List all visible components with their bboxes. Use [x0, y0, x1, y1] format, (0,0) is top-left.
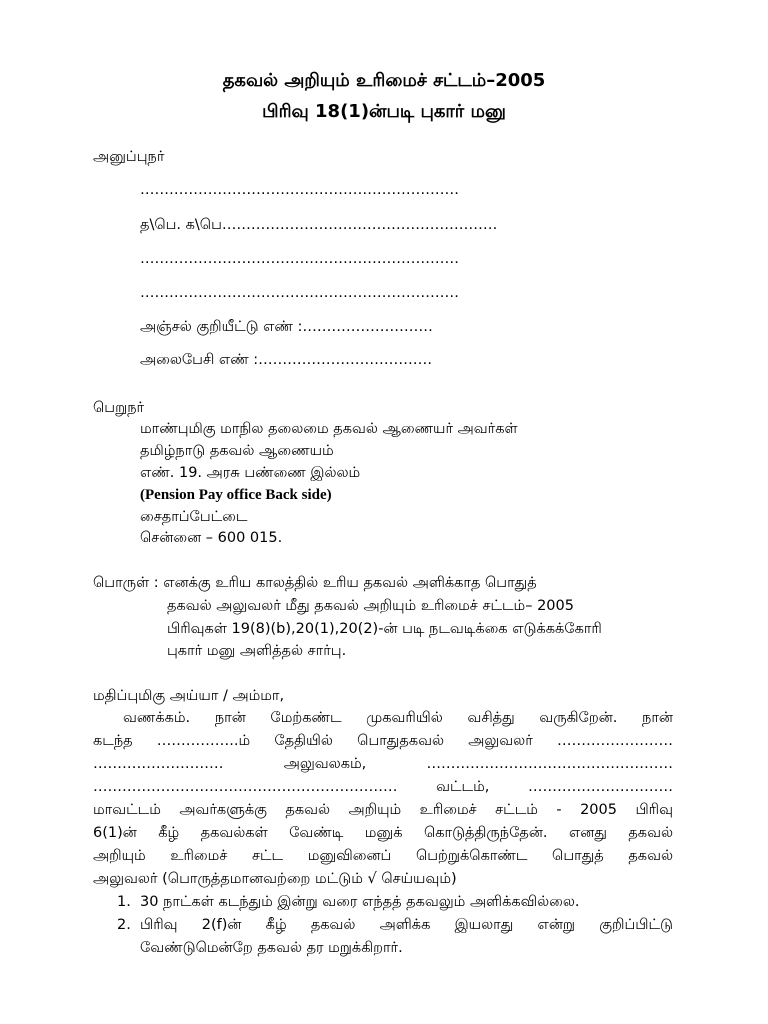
subject-line-1: பொருள் : எனக்கு உரிய காலத்தில் உரிய தகவல் அளிக்காத பொதுத் [93, 575, 537, 591]
body-line-6: 6(1)ன் கீழ் தகவல்கள் வேண்டி மனுக் கொடுத்திருந்தேன். எனது தகவல் [93, 825, 673, 841]
recipient-area: சைதாப்பேட்டை [140, 509, 248, 525]
list-item-number: 2. [117, 917, 131, 933]
sender-line-1: ………………………………………………………… [140, 182, 459, 198]
body-line-5: மாவட்டம் அவர்களுக்கு தகவல் அறியும் உரிமைச் சட்டம் - 2005 பிரிவு [93, 802, 673, 818]
salutation: மதிப்புமிகு அய்யா / அம்மா, [93, 688, 285, 704]
body-line-1: வணக்கம். நான் மேற்கண்ட முகவரியில் வசித்து வருகிறேன். நான் [123, 710, 673, 726]
sender-pincode: அஞ்சல் குறியீட்டு எண் :……………………… [140, 319, 433, 335]
document-subtitle: பிரிவு 18(1)ன்படி புகார் மனு [262, 101, 506, 122]
sender-parent-name: த\பெ. க\பெ………………………………………………… [140, 217, 498, 233]
list-item: பிரிவு 2(f)ன் கீழ் தகவல் அளிக்க இயலாது என்று குறிப்பிட்டு [140, 917, 673, 933]
recipient-address: எண். 19. அரசு பண்ணை இல்லம் [140, 465, 361, 481]
list-item-continuation: வேண்டுமென்றே தகவல் தர மறுக்கிறார். [140, 940, 403, 956]
sender-line-3: ………………………………………………………… [140, 251, 459, 267]
recipient-label: பெறுநர் [93, 400, 145, 416]
recipient-landmark: (Pension Pay office Back side) [140, 487, 332, 503]
body-line-3: ……………………… அலுவலகம், …………………………………………… [93, 756, 673, 772]
sender-line-4: ………………………………………………………… [140, 285, 459, 301]
body-line-4: ……………………………………………………… வட்டம், ………………………… [93, 779, 673, 795]
list-item-number: 1. [117, 894, 131, 910]
list-item: 30 நாட்கள் கடந்தும் இன்று வரை எந்தத் தகவலும் அளிக்கவில்லை. [140, 894, 580, 910]
sender-mobile: அலைபேசி எண் :……………………………… [140, 352, 433, 368]
body-line-8: அலுவலர் (பொருத்தமானவற்றை மட்டும் √ செய்யவும்) [93, 871, 457, 887]
recipient-line-1: மாண்புமிகு மாநில தலைமை தகவல் ஆணையர் அவர்கள் [140, 421, 518, 437]
subject-line-3: பிரிவுகள் 19(8)(b),20(1),20(2)-ன் படி நடவடிக்கை எடுக்கக்கோரி [167, 621, 602, 637]
subject-line-4: புகார் மனு அளித்தல் சார்பு. [167, 643, 347, 659]
body-line-7: அறியும் உரிமைச் சட்ட மனுவினைப் பெற்றுக்கொண்ட பொதுத் தகவல் [93, 848, 673, 864]
recipient-city: சென்னை – 600 015. [140, 530, 283, 546]
recipient-line-2: தமிழ்நாடு தகவல் ஆணையம் [140, 443, 334, 459]
body-line-2: கடந்த ……………..ம் தேதியில் பொதுதகவல் அலுவலர் …………………… [93, 733, 673, 749]
subject-line-2: தகவல் அலுவலர் மீது தகவல் அறியும் உரிமைச் சட்டம்– 2005 [167, 598, 574, 614]
sender-label: அனுப்புநர் [93, 149, 165, 165]
document-title: தகவல் அறியும் உரிமைச் சட்டம்–2005 [222, 70, 546, 91]
